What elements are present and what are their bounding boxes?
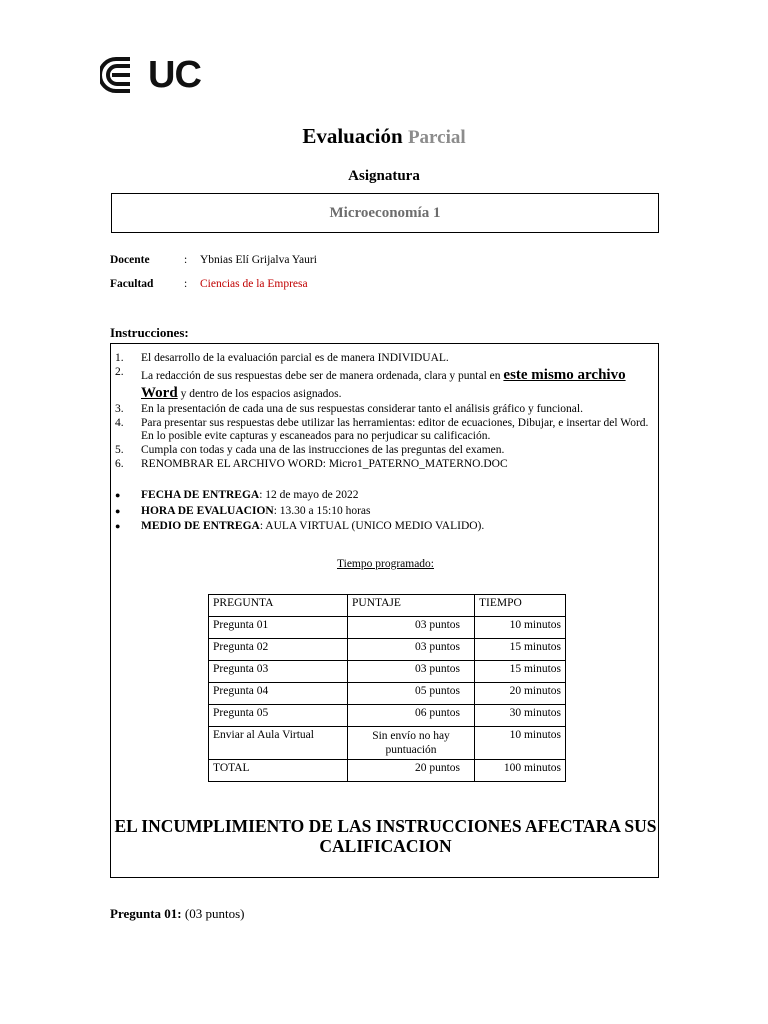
table-cell: Pregunta 01 (209, 617, 348, 639)
bullet-value: : 13.30 a 15:10 horas (273, 504, 371, 517)
item-number: 6. (115, 458, 124, 470)
title-main: Evaluación (302, 124, 403, 148)
list-item (115, 403, 650, 416)
table-row (209, 661, 566, 683)
table-cell: 10 minutos (475, 617, 566, 639)
item-text-part: La redacción de sus respuestas debe ser de manera ordenada, clara y puntal en (141, 370, 504, 382)
list-item (115, 458, 650, 471)
item-text (141, 366, 650, 402)
warning-text: EL INCUMPLIMIENTO DE LAS INSTRUCCIONES AFECTARA SUS CALIFICACION (114, 816, 657, 856)
table-row (209, 639, 566, 661)
item-number: 2. (115, 366, 124, 378)
university-logo (100, 56, 201, 94)
question-heading (110, 906, 244, 922)
table-cell: 15 minutos (475, 639, 566, 661)
subject-label: Asignatura (348, 168, 420, 184)
faculty-colon: : (184, 278, 188, 290)
list-item (115, 352, 650, 365)
bullet-icon: ● (115, 490, 121, 500)
item-text: Para presentar sus respuestas debe utilizar las herramientas: editor de ecuaciones, Dibujar, e insertar del Word. En lo posible evite capturas y escaneados para no perjudicar su calificación. (141, 417, 649, 442)
teacher-colon: : (184, 254, 188, 266)
bullet-label: HORA DE EVALUACION (141, 504, 274, 517)
table-cell: 30 minutos (475, 705, 566, 727)
list-item (115, 444, 650, 457)
table-row (209, 727, 566, 760)
table-cell: 03 puntos (348, 639, 475, 661)
bullet-icon: ● (115, 505, 121, 516)
bullet-label: MEDIO DE ENTREGA (141, 520, 260, 532)
table-cell: 06 puntos (348, 705, 475, 727)
item-highlight: este mismo archivo Word (141, 367, 626, 401)
item-number: 5. (115, 444, 124, 456)
table-cell: Pregunta 03 (209, 661, 348, 683)
table-row (209, 760, 566, 782)
table-cell: TOTAL (209, 760, 348, 782)
instructions-box (110, 343, 659, 878)
table-cell: 15 minutos (475, 661, 566, 683)
bullet-value: : 12 de mayo de 2022 (259, 489, 359, 501)
instructions-list (115, 352, 650, 535)
item-text: RENOMBRAR EL ARCHIVO WORD: Micro1_PATERNO_MATERNO.DOC (141, 458, 508, 470)
uc-logo-mark-icon (100, 57, 144, 93)
faculty-label: Facultad (110, 278, 154, 290)
table-cell: 10 minutos (475, 727, 566, 760)
table-cell: 100 minutos (475, 760, 566, 782)
table-cell: Pregunta 05 (209, 705, 348, 727)
schedule-title: Tiempo programado: (337, 558, 434, 570)
table-cell: Pregunta 02 (209, 639, 348, 661)
logo-text: UC (148, 54, 201, 96)
table-cell: Enviar al Aula Virtual (209, 727, 348, 760)
page-title (0, 124, 768, 149)
table-cell: 03 puntos (348, 617, 475, 639)
item-text: El desarrollo de la evaluación parcial es de manera INDIVIDUAL. (141, 352, 449, 364)
item-text: Cumpla con todas y cada una de las instrucciones de las preguntas del examen. (141, 444, 505, 456)
column-header: TIEMPO (475, 595, 566, 617)
table-row (209, 617, 566, 639)
faculty-name: Ciencias de la Empresa (200, 278, 308, 290)
list-item (115, 366, 650, 402)
table-row (209, 683, 566, 705)
item-number: 1. (115, 352, 124, 364)
table-cell: 03 puntos (348, 661, 475, 683)
instructions-label: Instrucciones: (110, 325, 189, 340)
item-text: En la presentación de cada una de sus respuestas considerar tanto el análisis gráfico y funcional. (141, 403, 583, 415)
table-cell: Pregunta 04 (209, 683, 348, 705)
table-cell: 20 minutos (475, 683, 566, 705)
bullet-item (115, 488, 650, 502)
column-header: PUNTAJE (348, 595, 475, 617)
table-cell: Sin envío no hay puntuación (348, 727, 475, 760)
table-row (209, 705, 566, 727)
table-header-row (209, 595, 566, 617)
faculty-row (110, 278, 308, 290)
subject-box (111, 193, 659, 233)
question-label: Pregunta 01: (110, 906, 182, 921)
column-header: PREGUNTA (209, 595, 348, 617)
list-item (115, 417, 650, 443)
teacher-name: Ybnias Elí Grijalva Yauri (200, 254, 317, 266)
item-number: 4. (115, 417, 124, 429)
bullet-label: FECHA DE ENTREGA (141, 489, 260, 501)
bullet-value: : AULA VIRTUAL (UNICO MEDIO VALIDO). (259, 520, 485, 532)
item-text-part: y dentro de los espacios asignados. (177, 388, 342, 400)
bullet-item (115, 519, 650, 533)
bullet-icon: ● (115, 521, 121, 531)
teacher-label: Docente (110, 254, 150, 266)
bullet-item (115, 504, 650, 518)
title-suffix: Parcial (407, 127, 466, 148)
subject-name: Microeconomía 1 (329, 204, 441, 221)
table-cell: 05 puntos (348, 683, 475, 705)
teacher-row (110, 254, 317, 266)
schedule-table (208, 594, 566, 782)
table-cell: 20 puntos (348, 760, 475, 782)
question-points: (03 puntos) (181, 906, 245, 921)
item-number: 3. (115, 403, 124, 415)
